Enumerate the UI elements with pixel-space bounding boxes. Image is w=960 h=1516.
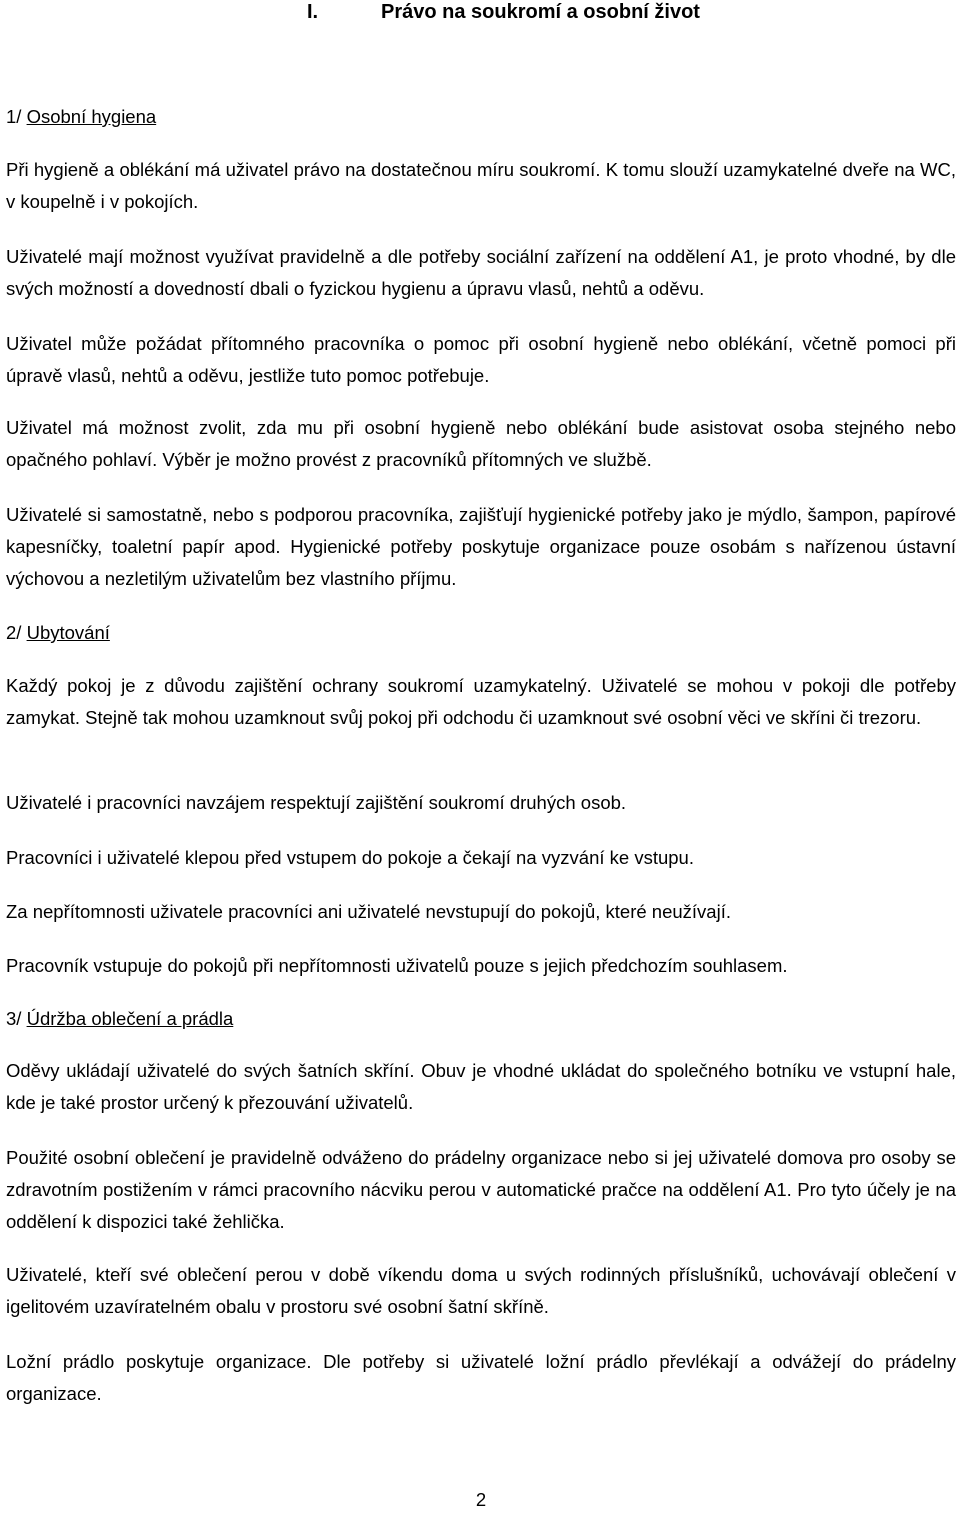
paragraph: Oděvy ukládají uživatelé do svých šatních skříní. Obuv je vhodné ukládat do společného botníku ve vstupní hale, kde je také prostor určený k přezouvání uživatelů. <box>6 1060 956 1113</box>
paragraph: Uživatelé mají možnost využívat pravidelně a dle potřeby sociální zařízení na oddělení A1, je proto vhodné, by dle svých možností a dovedností dbali o fyzickou hygienu a úpravu vlasů, nehtů a oděvu. <box>6 246 956 299</box>
paragraph: Ložní prádlo poskytuje organizace. Dle potřeby si uživatelé ložní prádlo převlékají a odvážejí do prádelny organizace. <box>6 1351 956 1404</box>
section-name: Ubytování <box>26 622 110 643</box>
section-title-2 <box>6 617 110 649</box>
section-name: Údržba oblečení a prádla <box>26 1008 234 1029</box>
section-number: 3/ <box>6 1008 22 1029</box>
chapter-title: Právo na soukromí a osobní život <box>381 1 700 23</box>
section-title-3 <box>6 1003 233 1035</box>
paragraph: Použité osobní oblečení je pravidelně odváženo do prádelny organizace nebo si jej uživatelé domova pro osoby se zdravotním postižením v rámci pracovního nácviku perou v automatické pračce na oddělení A1. Pro tyto účely je na oddělení k dispozici také žehlička. <box>6 1147 956 1232</box>
paragraph: Pracovník vstupuje do pokojů při nepřítomnosti uživatelů pouze s jejich předchozím souhlasem. <box>6 955 788 976</box>
paragraph: Při hygieně a oblékání má uživatel právo na dostatečnou míru soukromí. K tomu slouží uzamykatelné dveře na WC, v koupelně i v pokojích. <box>6 159 956 212</box>
chapter-heading <box>307 0 700 28</box>
paragraph: Uživatelé, kteří své oblečení perou v době víkendu doma u svých rodinných příslušníků, uchovávají oblečení v igelitovém uzavíratelném obalu v prostoru své osobní šatní skříně. <box>6 1264 956 1317</box>
section-number: 1/ <box>6 106 22 127</box>
paragraph: Uživatelé si samostatně, nebo s podporou pracovníka, zajišťují hygienické potřeby jako je mýdlo, šampon, papírové kapesníčky, toaletní papír apod. Hygienické potřeby poskytuje organizace pouze osobám s nařízenou ústavní výchovou a nezletilým uživatelům bez vlastního příjmu. <box>6 504 956 589</box>
section-name: Osobní hygiena <box>26 106 157 127</box>
paragraph: Uživatelé i pracovníci navzájem respektují zajištění soukromí druhých osob. <box>6 792 627 813</box>
section-number: 2/ <box>6 622 22 643</box>
page-number: 2 <box>475 1489 487 1510</box>
section-title-1 <box>6 101 156 133</box>
paragraph: Pracovníci i uživatelé klepou před vstupem do pokoje a čekají na vyzvání ke vstupu. <box>6 847 694 868</box>
paragraph: Za nepřítomnosti uživatele pracovníci ani uživatelé nevstupují do pokojů, které neužívají. <box>6 901 731 922</box>
paragraph: Uživatel může požádat přítomného pracovníka o pomoc při osobní hygieně nebo oblékání, včetně pomoci při úpravě vlasů, nehtů a oděvu, jestliže tuto pomoc potřebuje. <box>6 333 956 386</box>
paragraph: Uživatel má možnost zvolit, zda mu při osobní hygieně nebo oblékání bude asistovat osoba stejného nebo opačného pohlaví. Výběr je možno provést z pracovníků přítomných ve službě. <box>6 417 956 470</box>
chapter-number: I. <box>307 1 319 23</box>
paragraph: Každý pokoj je z důvodu zajištění ochrany soukromí uzamykatelný. Uživatelé se mohou v pokoji dle potřeby zamykat. Stejně tak mohou uzamknout svůj pokoj při odchodu či uzamknout své osobní věci ve skříni či trezoru. <box>6 675 956 728</box>
